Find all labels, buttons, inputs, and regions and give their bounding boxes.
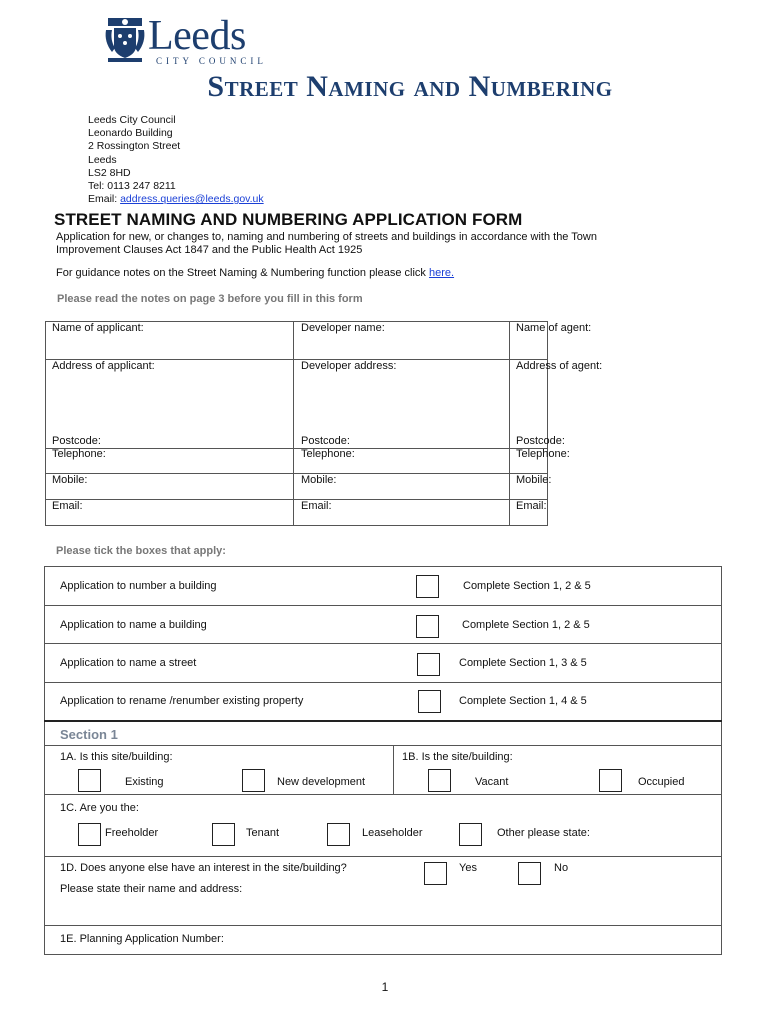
option-no: No	[554, 862, 569, 874]
interest-yes-checkbox[interactable]	[424, 862, 447, 885]
applicant-address-field[interactable]: Address of applicant:	[52, 360, 155, 372]
developer-mobile-field[interactable]: Mobile:	[301, 474, 337, 486]
application-row-sections: Complete Section 1, 2 & 5	[463, 580, 591, 592]
email-prefix: Email:	[88, 193, 121, 206]
agent-name-field[interactable]: Name of agent:	[516, 322, 592, 334]
address-line: LS2 8HD	[88, 166, 131, 179]
application-row-label: Application to number a building	[60, 580, 217, 592]
application-row-sections: Complete Section 1, 3 & 5	[459, 657, 587, 669]
option-leaseholder: Leaseholder	[362, 827, 423, 839]
developer-name-field[interactable]: Developer name:	[301, 322, 385, 334]
intro-text: Application for new, or changes to, naming and numbering of streets and buildings in accordance with the Town Improvement Clauses Act 1847 and the Public Health Act 1925	[56, 231, 597, 256]
email-link[interactable]: address.queries@leeds.gov.uk	[120, 193, 264, 206]
planning-application-number-field[interactable]: 1E. Planning Application Number:	[60, 933, 224, 945]
application-row-label: Application to name a street	[60, 657, 197, 669]
agent-mobile-field[interactable]: Mobile:	[516, 474, 552, 486]
application-row-sections: Complete Section 1, 2 & 5	[462, 619, 590, 631]
address-line: Leeds	[88, 153, 117, 166]
interest-details-field[interactable]: Please state their name and address:	[60, 883, 243, 895]
new-development-checkbox[interactable]	[242, 769, 265, 792]
option-other: Other please state:	[497, 827, 590, 839]
rename-renumber-checkbox[interactable]	[418, 690, 441, 713]
address-line: Leeds City Council	[88, 114, 176, 126]
option-existing: Existing	[125, 776, 164, 788]
vacant-checkbox[interactable]	[428, 769, 451, 792]
guidance-text	[56, 267, 454, 279]
guidance-prefix: For guidance notes on the Street Naming & Numbering function please click	[56, 267, 429, 279]
address-block	[88, 114, 264, 206]
question-1c: 1C. Are you the:	[60, 802, 139, 814]
application-row-label: Application to name a building	[60, 619, 207, 631]
option-freeholder: Freeholder	[105, 827, 159, 839]
applicant-name-field[interactable]: Name of applicant:	[52, 322, 144, 334]
application-row-label: Application to rename /renumber existing property	[60, 695, 304, 707]
leaseholder-checkbox[interactable]	[327, 823, 350, 846]
existing-checkbox[interactable]	[78, 769, 101, 792]
applicant-mobile-field[interactable]: Mobile:	[52, 474, 88, 486]
number-building-checkbox[interactable]	[416, 575, 439, 598]
developer-address-field[interactable]: Developer address:	[301, 360, 397, 372]
email-line	[88, 193, 264, 206]
option-occupied: Occupied	[638, 776, 685, 788]
application-row-sections: Complete Section 1, 4 & 5	[459, 695, 587, 707]
applicant-email-field[interactable]: Email:	[52, 500, 83, 512]
form-title: STREET NAMING AND NUMBERING APPLICATION FORM	[54, 210, 523, 229]
section-1-heading: Section 1	[60, 727, 118, 742]
question-1b: 1B. Is the site/building:	[402, 751, 513, 763]
applicant-telephone-field[interactable]: Telephone:	[52, 448, 106, 460]
logo-subtitle: CITY COUNCIL	[156, 56, 267, 66]
tick-boxes-instruction: Please tick the boxes that apply:	[56, 545, 226, 557]
option-yes: Yes	[459, 862, 477, 874]
page-number: 1	[381, 980, 389, 994]
developer-postcode-field[interactable]: Postcode:	[301, 435, 350, 447]
question-1d: 1D. Does anyone else have an interest in the site/building?	[60, 862, 347, 874]
question-1a: 1A. Is this site/building:	[60, 751, 173, 763]
leeds-logo	[102, 13, 272, 66]
tenant-checkbox[interactable]	[212, 823, 235, 846]
page-title: Street Naming and Numbering	[207, 70, 613, 103]
option-new-development: New development	[277, 776, 366, 788]
developer-email-field[interactable]: Email:	[301, 500, 332, 512]
agent-postcode-field[interactable]: Postcode:	[516, 435, 565, 447]
address-line: Tel: 0113 247 8211	[88, 180, 176, 193]
other-checkbox[interactable]	[459, 823, 482, 846]
logo-wordmark: Leeds	[148, 13, 246, 59]
developer-telephone-field[interactable]: Telephone:	[301, 448, 355, 460]
read-notes-instruction: Please read the notes on page 3 before you fill in this form	[57, 293, 363, 305]
interest-no-checkbox[interactable]	[518, 862, 541, 885]
address-line: Leonardo Building	[88, 127, 173, 140]
option-vacant: Vacant	[475, 776, 509, 788]
address-line: 2 Rossington Street	[88, 140, 181, 153]
coat-of-arms-icon	[102, 16, 148, 64]
agent-address-field[interactable]: Address of agent:	[516, 360, 603, 372]
option-tenant: Tenant	[246, 827, 280, 839]
name-building-checkbox[interactable]	[416, 615, 439, 638]
agent-telephone-field[interactable]: Telephone:	[516, 448, 570, 460]
agent-email-field[interactable]: Email:	[516, 500, 547, 512]
guidance-link[interactable]: here.	[428, 267, 455, 279]
freeholder-checkbox[interactable]	[78, 823, 101, 846]
applicant-postcode-field[interactable]: Postcode:	[52, 435, 101, 447]
occupied-checkbox[interactable]	[599, 769, 622, 792]
name-street-checkbox[interactable]	[417, 653, 440, 676]
